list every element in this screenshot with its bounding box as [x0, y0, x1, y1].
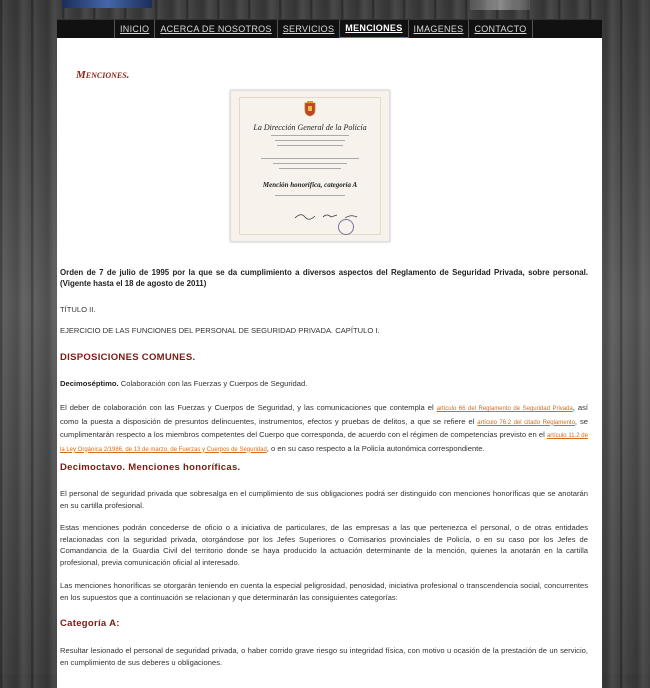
certificate-line	[277, 145, 343, 146]
decimoseptimo-line	[60, 378, 588, 390]
signature-icon	[293, 211, 363, 221]
colab-text: , o en su caso respecto a la Policía autonómica correspondiente.	[266, 443, 485, 453]
main-nav	[57, 19, 602, 39]
stamp-icon	[338, 219, 354, 235]
certificate-line	[271, 135, 349, 136]
ejercicio-label: EJERCICIO DE LAS FUNCIONES DEL PERSONAL DE SEGURIDAD PRIVADA. CAPÍTULO I.	[60, 326, 380, 335]
header-logo-fragment	[62, 0, 152, 8]
certificate-line	[275, 195, 345, 196]
link-articulo-11[interactable]: artículo 11.2 de la Ley Orgánica 2/1986, de 13 de marzo, de Fuerzas y Cuerpos de Seguridad	[60, 433, 588, 453]
decimoseptimo-text: Colaboración con las Fuerzas y Cuerpos de Seguridad.	[118, 379, 308, 388]
colaboracion-paragraph	[60, 402, 588, 456]
section-heading-decimoctavo: Decimoctavo. Menciones honoríficas.	[60, 462, 241, 473]
link-articulo-76[interactable]: artículo 76.2 del citado Reglamento	[477, 419, 575, 426]
titulo-label: TÍTULO II.	[60, 305, 96, 314]
nav-item-acerca[interactable]: ACERCA DE NOSOTROS	[155, 20, 277, 39]
colab-text: El deber de colaboración con las Fuerzas y Cuerpos de Seguridad, y las comunicaciones que contempla el	[60, 403, 437, 412]
nav-item-menciones[interactable]: MENCIONES	[340, 20, 408, 39]
nav-item-servicios[interactable]: SERVICIOS	[278, 20, 341, 39]
main-content	[57, 38, 602, 688]
coat-of-arms-icon	[303, 101, 317, 117]
page-title: Menciones.	[76, 69, 130, 81]
certificate-line	[275, 140, 345, 141]
certificate-image[interactable]	[230, 90, 390, 242]
header-decoration	[470, 0, 530, 10]
certificate-title: La Dirección General de la Policía	[253, 123, 367, 132]
section-heading-disposiciones: DISPOSICIONES COMUNES.	[60, 352, 196, 363]
certificate-mention: Mención honorífica, categoría A	[262, 181, 358, 189]
certificate-line	[273, 163, 347, 164]
section-heading-categoria-a: Categoría A:	[60, 618, 120, 629]
paragraph-4: Resultar lesionado el personal de seguridad privada, o haber corrido grave riesgo su integridad física, con motivo u ocasión de la prestación de un servicio, en cumplimiento de sus deberes u obligaciones.	[60, 646, 588, 667]
nav-items	[114, 20, 533, 39]
link-articulo-66[interactable]: artículo 66 del Reglamento de Seguridad Privada	[436, 406, 573, 412]
certificate-line	[261, 158, 359, 159]
certificate-line	[279, 168, 341, 169]
decimoseptimo-label: Decimoséptimo.	[60, 379, 119, 388]
nav-item-imagenes[interactable]: IMAGENES	[409, 20, 470, 39]
colab-text: , se cumplimentarán respecto a los miembros competentes del Cuerpo que corresponda, de acuerdo con el régimen de competencias previsto en el	[60, 416, 588, 439]
colab-text: , así como la puesta a disposición de presuntos delincuentes, instrumentos, efectos y pruebas de delitos, a que se refiere el	[60, 403, 588, 426]
paragraph-1: El personal de seguridad privada que sobresalga en el cumplimiento de sus obligaciones podrá ser distinguido con menciones honoríficas que se anotarán en su cartilla profesional.	[60, 489, 588, 510]
nav-item-inicio[interactable]: INICIO	[114, 20, 155, 39]
order-title: Orden de 7 de julio de 1995 por la que se da cumplimiento a diversos aspectos del Reglamento de Seguridad Privada, sobre personal. (Vigente hasta el 18 de agosto de 2011)	[60, 268, 588, 288]
paragraph-3: Las menciones honoríficas se otorgarán teniendo en cuenta la especial peligrosidad, penosidad, iniciativa profesional o transcendencia social, concurrentes en los supuestos que a continuación se relacionan y que determinarán las consiguientes categorías:	[60, 581, 588, 602]
nav-item-contacto[interactable]: CONTACTO	[469, 20, 532, 39]
paragraph-2: Estas menciones podrán concederse de oficio o a iniciativa de particulares, de las empresas a las que pertenezca el personal, o de otras entidades relacionadas con la seguridad privada, otorgándose por los Jefes Superiores o Comisarios provinciales de Policía, o en su caso por los Jefes de Comandancia de la Guardia Civil del territorio donde se haya producido la actuación determinante de la mención, quienes la anotarán en la cartilla profesional, previa comunicación oficial al interesado.	[60, 523, 588, 567]
